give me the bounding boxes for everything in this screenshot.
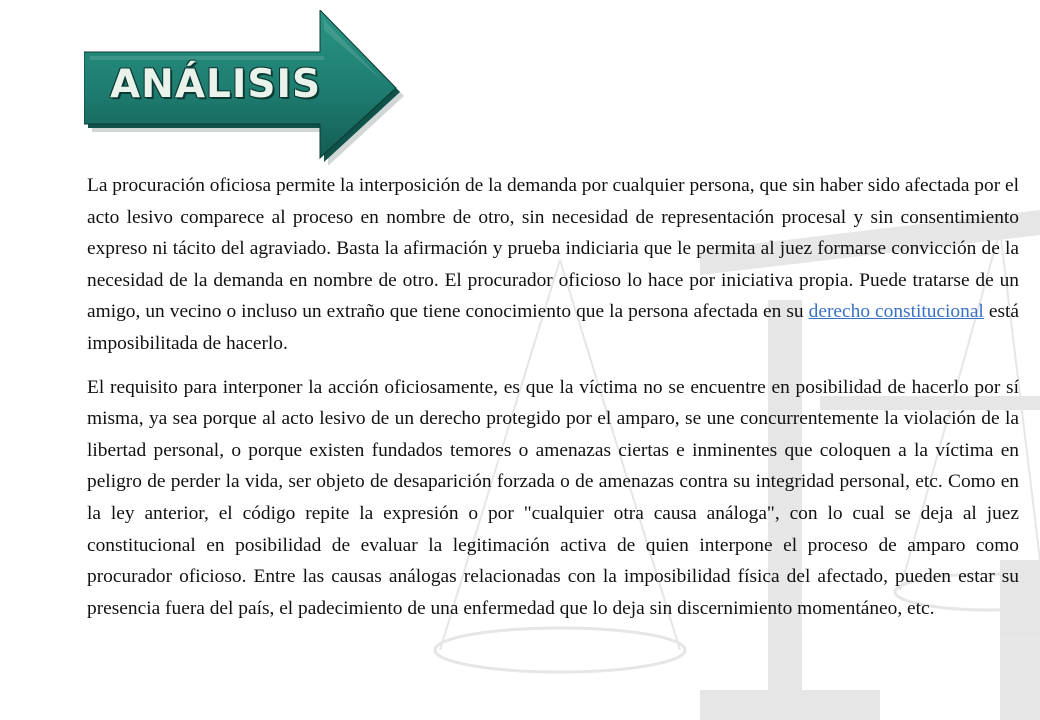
paragraph-1-tail: está imposibilitada de hacerlo. (87, 301, 1019, 354)
scale-base (700, 690, 880, 720)
document-body (87, 170, 1019, 636)
paragraph-requisito: El requisito para interponer la acción oficiosamente, es que la víctima no se encuentre en posibilidad de hacerlo por sí misma, ya sea porque al acto lesivo de un derecho protegido por el amparo, se une concurrentemente la violación de la libertad personal, o porque existen fundados temores o amenazas ciertas e inminentes que coloquen a la víctima en peligro de perder la vida, ser objeto de desaparición forzada o de amenazas contra su integridad personal, etc. Como en la ley anterior, el código repite la expresión o por "cualquier otra causa análoga", con lo cual se deja al juez constitucional en posibilidad de evaluar la legitimación activa de quien interpone el proceso de amparo como procurador oficioso. Entre las causas análogas relacionadas con la imposibilidad física del afectado, pueden estar su presencia fuera del país, el padecimiento de una enfermedad que lo deja sin discernimiento momentáneo, etc. (87, 376, 1019, 619)
paragraph-procuracion (87, 170, 1019, 360)
banner-title: ANÁLISIS (110, 62, 322, 107)
paragraph-1-text: La procuración oficiosa permite la interposición de la demanda por cualquier persona, que sin haber sido afectada por el acto lesivo comparece al proceso en nombre de otro, sin necesidad de representación procesal y sin consentimiento expreso ni tácito del agraviado. Basta la afirmación y prueba indiciaria que le permita al juez formarse convicción de la necesidad de la demanda en nombre de otro. El procurador oficioso lo hace por iniciativa propia. Puede tratarse de un amigo, un vecino o incluso un extraño que tiene conocimiento que la persona afectada en su (87, 175, 1019, 323)
derecho-constitucional-link[interactable]: derecho constitucional (808, 301, 984, 323)
